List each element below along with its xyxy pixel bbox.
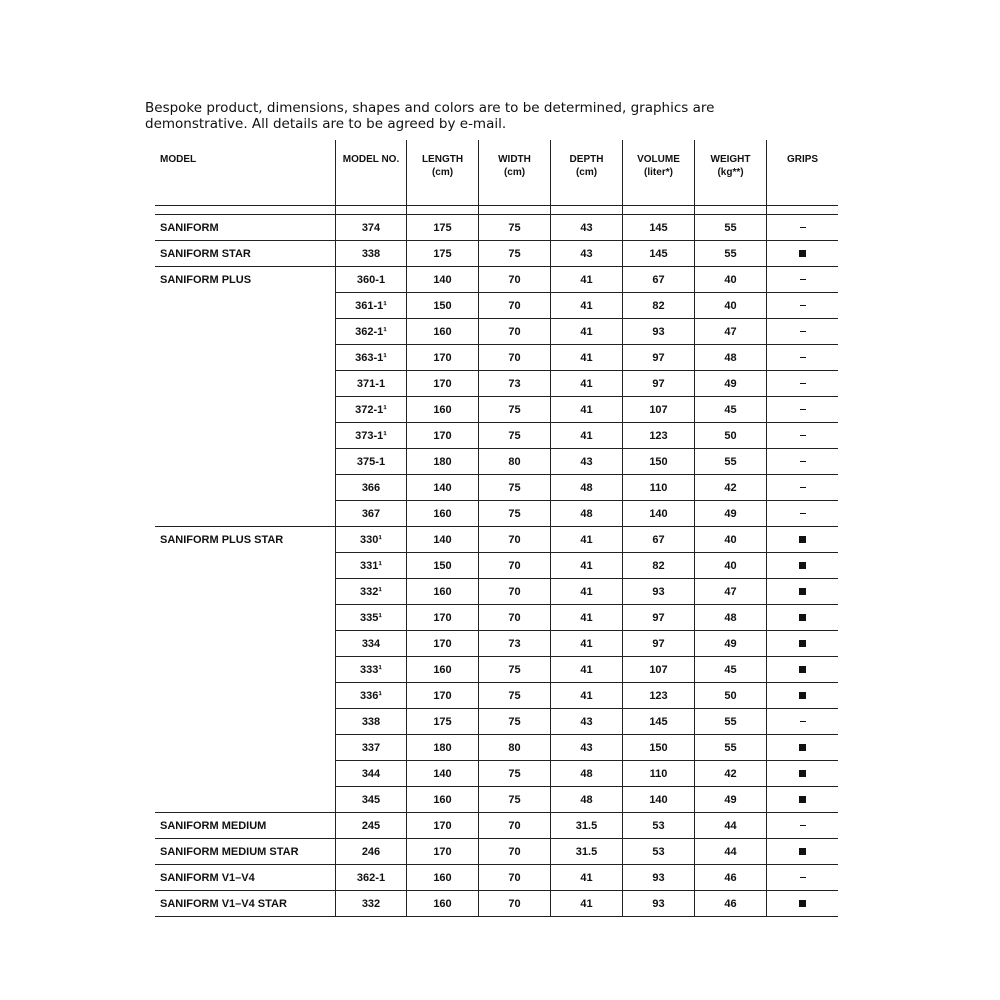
weight-cell: 49: [695, 371, 767, 397]
model-cell: [155, 397, 336, 423]
grips-yes-square-icon: [799, 666, 806, 673]
model-cell: SANIFORM MEDIUM STAR: [155, 839, 336, 865]
volume-cell: 67: [623, 267, 695, 293]
table-row: [155, 579, 838, 605]
weight-cell: 55: [695, 449, 767, 475]
model-no-cell: 331¹: [336, 553, 407, 579]
weight-cell: 55: [695, 735, 767, 761]
model-no-cell: 363-1¹: [336, 345, 407, 371]
model-no-cell: 246: [336, 839, 407, 865]
volume-cell: 140: [623, 787, 695, 813]
width-cell: 73: [479, 371, 551, 397]
grips-cell: [767, 657, 839, 683]
depth-cell: 41: [551, 267, 623, 293]
depth-cell: 43: [551, 241, 623, 267]
spacer-cell: [407, 206, 479, 215]
model-cell: [155, 345, 336, 371]
table-row: [155, 423, 838, 449]
product-spec-table: [155, 140, 838, 917]
spacer-cell: [551, 206, 623, 215]
header-width: WIDTH (cm): [479, 140, 551, 206]
width-cell: 70: [479, 345, 551, 371]
volume-cell: 107: [623, 397, 695, 423]
grips-yes-square-icon: [799, 614, 806, 621]
model-cell: [155, 293, 336, 319]
width-cell: 70: [479, 579, 551, 605]
header-spacer-row: [155, 206, 838, 215]
grips-cell: [767, 813, 839, 839]
length-cell: 140: [407, 267, 479, 293]
width-cell: 70: [479, 293, 551, 319]
volume-cell: 107: [623, 657, 695, 683]
model-cell: [155, 553, 336, 579]
model-no-cell: 371-1: [336, 371, 407, 397]
table-body: [155, 206, 838, 917]
weight-cell: 42: [695, 761, 767, 787]
width-cell: 70: [479, 891, 551, 917]
width-cell: 75: [479, 761, 551, 787]
weight-cell: 46: [695, 865, 767, 891]
table-row: [155, 839, 838, 865]
weight-cell: 50: [695, 683, 767, 709]
grips-no-dash-icon: [800, 305, 806, 306]
model-no-cell: 367: [336, 501, 407, 527]
length-cell: 180: [407, 735, 479, 761]
grips-yes-square-icon: [799, 692, 806, 699]
width-cell: 75: [479, 709, 551, 735]
table-row: [155, 735, 838, 761]
weight-cell: 45: [695, 397, 767, 423]
weight-cell: 47: [695, 579, 767, 605]
table-row: [155, 605, 838, 631]
grips-cell: [767, 579, 839, 605]
volume-cell: 82: [623, 553, 695, 579]
spacer-cell: [623, 206, 695, 215]
model-no-cell: 373-1¹: [336, 423, 407, 449]
model-cell: [155, 449, 336, 475]
volume-cell: 150: [623, 735, 695, 761]
weight-cell: 49: [695, 787, 767, 813]
model-no-cell: 333¹: [336, 657, 407, 683]
length-cell: 170: [407, 345, 479, 371]
grips-cell: [767, 319, 839, 345]
grips-yes-square-icon: [799, 900, 806, 907]
depth-cell: 41: [551, 891, 623, 917]
depth-cell: 41: [551, 865, 623, 891]
length-cell: 170: [407, 631, 479, 657]
model-no-cell: 332: [336, 891, 407, 917]
width-cell: 70: [479, 865, 551, 891]
model-cell: [155, 735, 336, 761]
volume-cell: 145: [623, 241, 695, 267]
table-row: [155, 891, 838, 917]
width-cell: 73: [479, 631, 551, 657]
volume-cell: 140: [623, 501, 695, 527]
width-cell: 70: [479, 813, 551, 839]
model-no-cell: 336¹: [336, 683, 407, 709]
length-cell: 160: [407, 787, 479, 813]
depth-cell: 41: [551, 579, 623, 605]
length-cell: 160: [407, 319, 479, 345]
volume-cell: 110: [623, 761, 695, 787]
depth-cell: 31.5: [551, 839, 623, 865]
grips-cell: [767, 475, 839, 501]
table-row: [155, 501, 838, 527]
header-depth: DEPTH (cm): [551, 140, 623, 206]
model-cell: SANIFORM: [155, 215, 336, 241]
grips-no-dash-icon: [800, 409, 806, 410]
length-cell: 170: [407, 371, 479, 397]
depth-cell: 41: [551, 371, 623, 397]
depth-cell: 31.5: [551, 813, 623, 839]
depth-cell: 43: [551, 709, 623, 735]
length-cell: 170: [407, 839, 479, 865]
weight-cell: 44: [695, 813, 767, 839]
grips-cell: [767, 371, 839, 397]
depth-cell: 41: [551, 293, 623, 319]
width-cell: 75: [479, 475, 551, 501]
depth-cell: 41: [551, 683, 623, 709]
volume-cell: 93: [623, 579, 695, 605]
grips-yes-square-icon: [799, 744, 806, 751]
model-no-cell: 330¹: [336, 527, 407, 553]
header-volume: VOLUME (liter*): [623, 140, 695, 206]
table-row: [155, 241, 838, 267]
grips-yes-square-icon: [799, 588, 806, 595]
table-row: [155, 345, 838, 371]
grips-no-dash-icon: [800, 383, 806, 384]
grips-cell: [767, 735, 839, 761]
grips-yes-square-icon: [799, 848, 806, 855]
model-cell: SANIFORM V1–V4 STAR: [155, 891, 336, 917]
grips-cell: [767, 215, 839, 241]
grips-cell: [767, 865, 839, 891]
length-cell: 160: [407, 657, 479, 683]
table-row: [155, 787, 838, 813]
model-cell: [155, 709, 336, 735]
grips-cell: [767, 839, 839, 865]
grips-cell: [767, 631, 839, 657]
length-cell: 170: [407, 683, 479, 709]
table-row: [155, 553, 838, 579]
depth-cell: 41: [551, 423, 623, 449]
depth-cell: 48: [551, 787, 623, 813]
depth-cell: 43: [551, 735, 623, 761]
depth-cell: 41: [551, 657, 623, 683]
grips-cell: [767, 423, 839, 449]
grips-cell: [767, 683, 839, 709]
depth-cell: 43: [551, 449, 623, 475]
length-cell: 175: [407, 709, 479, 735]
depth-cell: 41: [551, 553, 623, 579]
width-cell: 75: [479, 241, 551, 267]
grips-no-dash-icon: [800, 487, 806, 488]
volume-cell: 110: [623, 475, 695, 501]
grips-cell: [767, 267, 839, 293]
grips-cell: [767, 709, 839, 735]
grips-cell: [767, 605, 839, 631]
model-no-cell: 362-1¹: [336, 319, 407, 345]
width-cell: 75: [479, 397, 551, 423]
model-no-cell: 360-1: [336, 267, 407, 293]
length-cell: 150: [407, 293, 479, 319]
length-cell: 140: [407, 761, 479, 787]
spacer-cell: [479, 206, 551, 215]
volume-cell: 97: [623, 605, 695, 631]
table-header-row: [155, 140, 838, 206]
weight-cell: 49: [695, 631, 767, 657]
grips-cell: [767, 553, 839, 579]
model-cell: SANIFORM PLUS STAR: [160, 533, 284, 546]
width-cell: 75: [479, 683, 551, 709]
depth-cell: 43: [551, 215, 623, 241]
volume-cell: 97: [623, 345, 695, 371]
table-row: [155, 813, 838, 839]
model-cell: [155, 787, 336, 813]
width-cell: 70: [479, 839, 551, 865]
header-model: MODEL: [155, 140, 336, 206]
volume-cell: 82: [623, 293, 695, 319]
model-no-cell: 372-1¹: [336, 397, 407, 423]
length-cell: 175: [407, 215, 479, 241]
length-cell: 160: [407, 865, 479, 891]
grips-cell: [767, 345, 839, 371]
grips-no-dash-icon: [800, 721, 806, 722]
model-no-cell: 338: [336, 241, 407, 267]
length-cell: 160: [407, 579, 479, 605]
depth-cell: 48: [551, 761, 623, 787]
model-cell: [155, 319, 336, 345]
volume-cell: 67: [623, 527, 695, 553]
weight-cell: 40: [695, 267, 767, 293]
weight-cell: 55: [695, 241, 767, 267]
length-cell: 160: [407, 501, 479, 527]
grips-yes-square-icon: [799, 250, 806, 257]
width-cell: 70: [479, 527, 551, 553]
model-cell: [155, 501, 336, 527]
width-cell: 75: [479, 215, 551, 241]
disclaimer-line-1: Bespoke product, dimensions, shapes and colors are to be determined, graphics are: [145, 100, 715, 116]
grips-cell: [767, 397, 839, 423]
model-cell: [155, 371, 336, 397]
model-cell: SANIFORM MEDIUM: [155, 813, 336, 839]
length-cell: 170: [407, 605, 479, 631]
volume-cell: 93: [623, 891, 695, 917]
width-cell: 70: [479, 605, 551, 631]
spacer-cell: [336, 206, 407, 215]
grips-no-dash-icon: [800, 227, 806, 228]
width-cell: 80: [479, 735, 551, 761]
model-no-cell: 337: [336, 735, 407, 761]
grips-no-dash-icon: [800, 331, 806, 332]
table-row: [155, 267, 838, 293]
table-row: [155, 527, 838, 553]
grips-yes-square-icon: [799, 770, 806, 777]
model-no-cell: 334: [336, 631, 407, 657]
table-row: [155, 475, 838, 501]
model-cell: [155, 475, 336, 501]
length-cell: 170: [407, 813, 479, 839]
grips-no-dash-icon: [800, 461, 806, 462]
table-row: [155, 319, 838, 345]
header-model-no: MODEL NO.: [336, 140, 407, 206]
grips-cell: [767, 449, 839, 475]
model-cell: [155, 683, 336, 709]
length-cell: 150: [407, 553, 479, 579]
depth-cell: 41: [551, 345, 623, 371]
width-cell: 70: [479, 267, 551, 293]
grips-no-dash-icon: [800, 825, 806, 826]
model-cell: [155, 423, 336, 449]
grips-no-dash-icon: [800, 513, 806, 514]
length-cell: 140: [407, 527, 479, 553]
model-cell: SANIFORM STAR: [155, 241, 336, 267]
table-row: [155, 371, 838, 397]
table-row: [155, 709, 838, 735]
spacer-cell: [767, 206, 839, 215]
volume-cell: 123: [623, 683, 695, 709]
grips-no-dash-icon: [800, 357, 806, 358]
depth-cell: 41: [551, 319, 623, 345]
grips-cell: [767, 787, 839, 813]
model-no-cell: 344: [336, 761, 407, 787]
width-cell: 75: [479, 657, 551, 683]
model-cell: [155, 657, 336, 683]
grips-cell: [767, 761, 839, 787]
table-row: [155, 865, 838, 891]
width-cell: 75: [479, 423, 551, 449]
header-length: LENGTH (cm): [407, 140, 479, 206]
width-cell: 70: [479, 553, 551, 579]
weight-cell: 55: [695, 709, 767, 735]
grips-yes-square-icon: [799, 796, 806, 803]
model-cell: [155, 631, 336, 657]
spacer-cell: [695, 206, 767, 215]
weight-cell: 46: [695, 891, 767, 917]
weight-cell: 50: [695, 423, 767, 449]
length-cell: 160: [407, 891, 479, 917]
model-cell: SANIFORM V1–V4: [155, 865, 336, 891]
table-row: [155, 683, 838, 709]
spacer-cell: [155, 206, 336, 215]
grips-cell: [767, 241, 839, 267]
depth-cell: 48: [551, 475, 623, 501]
model-no-cell: 362-1: [336, 865, 407, 891]
model-no-cell: 345: [336, 787, 407, 813]
disclaimer-line-2: demonstrative. All details are to be agreed by e-mail.: [145, 116, 507, 132]
grips-no-dash-icon: [800, 435, 806, 436]
weight-cell: 42: [695, 475, 767, 501]
model-no-cell: 361-1¹: [336, 293, 407, 319]
grips-no-dash-icon: [800, 279, 806, 280]
table-row: [155, 449, 838, 475]
volume-cell: 93: [623, 865, 695, 891]
depth-cell: 41: [551, 397, 623, 423]
weight-cell: 49: [695, 501, 767, 527]
model-cell: [155, 605, 336, 631]
model-no-cell: 338: [336, 709, 407, 735]
volume-cell: 97: [623, 631, 695, 657]
length-cell: 160: [407, 397, 479, 423]
weight-cell: 40: [695, 293, 767, 319]
grips-cell: [767, 293, 839, 319]
grips-yes-square-icon: [799, 536, 806, 543]
header-weight: WEIGHT (kg**): [695, 140, 767, 206]
volume-cell: 53: [623, 839, 695, 865]
volume-cell: 93: [623, 319, 695, 345]
grips-no-dash-icon: [800, 877, 806, 878]
table-row: [155, 761, 838, 787]
weight-cell: 47: [695, 319, 767, 345]
model-no-cell: 366: [336, 475, 407, 501]
weight-cell: 40: [695, 527, 767, 553]
model-no-cell: 245: [336, 813, 407, 839]
volume-cell: 97: [623, 371, 695, 397]
depth-cell: 41: [551, 631, 623, 657]
table-row: [155, 293, 838, 319]
weight-cell: 44: [695, 839, 767, 865]
volume-cell: 145: [623, 709, 695, 735]
table-row: [155, 397, 838, 423]
header-grips: GRIPS: [767, 140, 839, 206]
grips-yes-square-icon: [799, 562, 806, 569]
length-cell: 175: [407, 241, 479, 267]
model-no-cell: 375-1: [336, 449, 407, 475]
grips-cell: [767, 501, 839, 527]
weight-cell: 48: [695, 345, 767, 371]
volume-cell: 123: [623, 423, 695, 449]
depth-cell: 41: [551, 605, 623, 631]
weight-cell: 45: [695, 657, 767, 683]
width-cell: 70: [479, 319, 551, 345]
weight-cell: 48: [695, 605, 767, 631]
volume-cell: 145: [623, 215, 695, 241]
grips-cell: [767, 891, 839, 917]
weight-cell: 55: [695, 215, 767, 241]
length-cell: 140: [407, 475, 479, 501]
disclaimer-note: [145, 100, 845, 132]
weight-cell: 40: [695, 553, 767, 579]
model-cell: [155, 761, 336, 787]
model-no-cell: 332¹: [336, 579, 407, 605]
model-no-cell: 374: [336, 215, 407, 241]
grips-cell: [767, 527, 839, 553]
width-cell: 80: [479, 449, 551, 475]
volume-cell: 53: [623, 813, 695, 839]
width-cell: 75: [479, 787, 551, 813]
model-cell: SANIFORM PLUS: [160, 273, 252, 286]
table-row: [155, 657, 838, 683]
length-cell: 180: [407, 449, 479, 475]
depth-cell: 48: [551, 501, 623, 527]
width-cell: 75: [479, 501, 551, 527]
length-cell: 170: [407, 423, 479, 449]
table-row: [155, 215, 838, 241]
volume-cell: 150: [623, 449, 695, 475]
grips-yes-square-icon: [799, 640, 806, 647]
depth-cell: 41: [551, 527, 623, 553]
model-cell: [155, 579, 336, 605]
table-row: [155, 631, 838, 657]
model-no-cell: 335¹: [336, 605, 407, 631]
